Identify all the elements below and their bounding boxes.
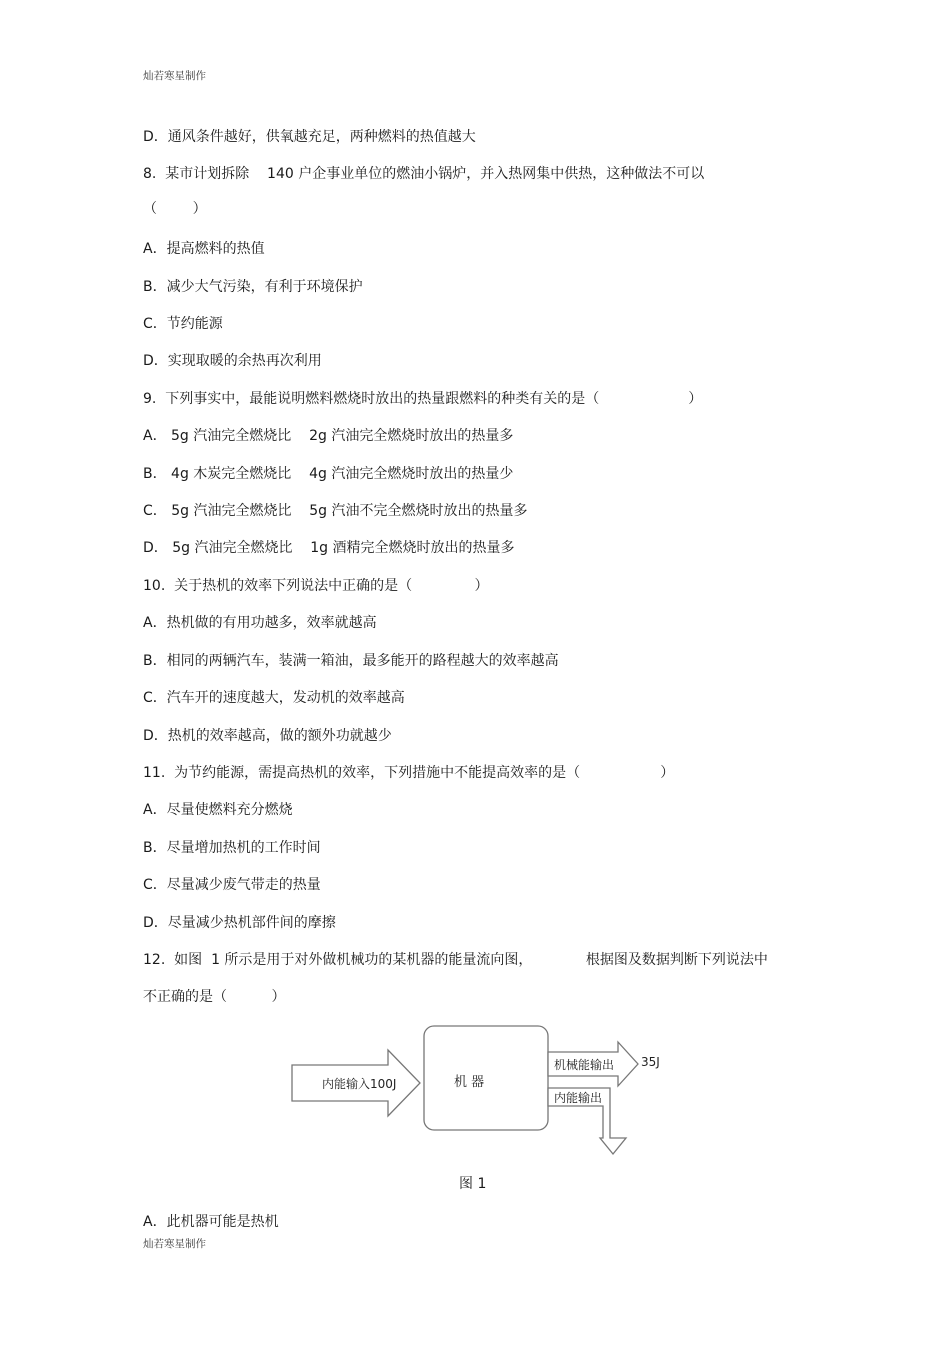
page-footer: 灿若寒星制作 <box>143 1238 206 1250</box>
option-10c: C．汽车开的速度越大，发动机的效率越高 <box>143 690 405 706</box>
question-12-stem: 12. 如图 1 所示是用于对外做机械功的某机器的能量流向图， 根据图及数据判断下列说法中 <box>143 952 768 968</box>
option-11c: C．尽量减少废气带走的热量 <box>143 877 321 893</box>
option-8a: A．提高燃料的热值 <box>143 241 265 257</box>
question-8-blank: （ ） <box>143 201 207 217</box>
option-9b: B． 4g 木炭完全燃烧比 4g 汽油完全燃烧时放出的热量少 <box>143 466 514 482</box>
option-9d: D． 5g 汽油完全燃烧比 1g 酒精完全燃烧时放出的热量多 <box>143 540 515 556</box>
question-8-stem: 8. 某市计划拆除 140 户企事业单位的燃油小锅炉，并入热网集中供热，这种做法不可以 <box>143 166 705 182</box>
input-label: 内能输入100J <box>322 1077 397 1091</box>
figure-caption: 图 1 <box>459 1176 487 1192</box>
option-8c: C．节约能源 <box>143 316 223 332</box>
option-11d: D．尽量减少热机部件间的摩擦 <box>143 915 336 931</box>
machine-box <box>424 1026 548 1130</box>
option-9c: C． 5g 汽油完全燃烧比 5g 汽油不完全燃烧时放出的热量多 <box>143 503 528 519</box>
option-8b: B．减少大气污染，有利于环境保护 <box>143 279 363 295</box>
option-10a: A．热机做的有用功越多，效率就越高 <box>143 615 377 631</box>
option-8d: D．实现取暖的余热再次利用 <box>143 353 322 369</box>
question-9-stem: 9. 下列事实中，最能说明燃料燃烧时放出的热量跟燃料的种类有关的是（ ） <box>143 391 703 407</box>
option-7d: D．通风条件越好，供氧越充足，两种燃料的热值越大 <box>143 129 476 145</box>
option-11b: B．尽量增加热机的工作时间 <box>143 840 321 856</box>
option-9a: A． 5g 汽油完全燃烧比 2g 汽油完全燃烧时放出的热量多 <box>143 428 514 444</box>
heat-output-label: 内能输出 <box>554 1091 603 1105</box>
question-11-stem: 11. 为节约能源，需提高热机的效率，下列措施中不能提高效率的是（ ） <box>143 765 675 781</box>
option-10b: B．相同的两辆汽车，装满一箱油，最多能开的路程越大的效率越高 <box>143 653 559 669</box>
question-10-stem: 10. 关于热机的效率下列说法中正确的是（ ） <box>143 578 489 594</box>
question-12-stem-cont: 不正确的是（ ） <box>143 989 286 1005</box>
option-10d: D．热机的效率越高，做的额外功就越少 <box>143 728 392 744</box>
option-12a: A．此机器可能是热机 <box>143 1214 279 1230</box>
energy-flow-diagram <box>280 1020 680 1160</box>
option-11a: A．尽量使燃料充分燃烧 <box>143 802 293 818</box>
machine-label: 机 器 <box>454 1075 485 1090</box>
mechanical-output-label: 机械能输出 <box>554 1058 615 1072</box>
mechanical-output-value: 35J <box>641 1055 660 1069</box>
page-header: 灿若寒星制作 <box>143 70 206 82</box>
